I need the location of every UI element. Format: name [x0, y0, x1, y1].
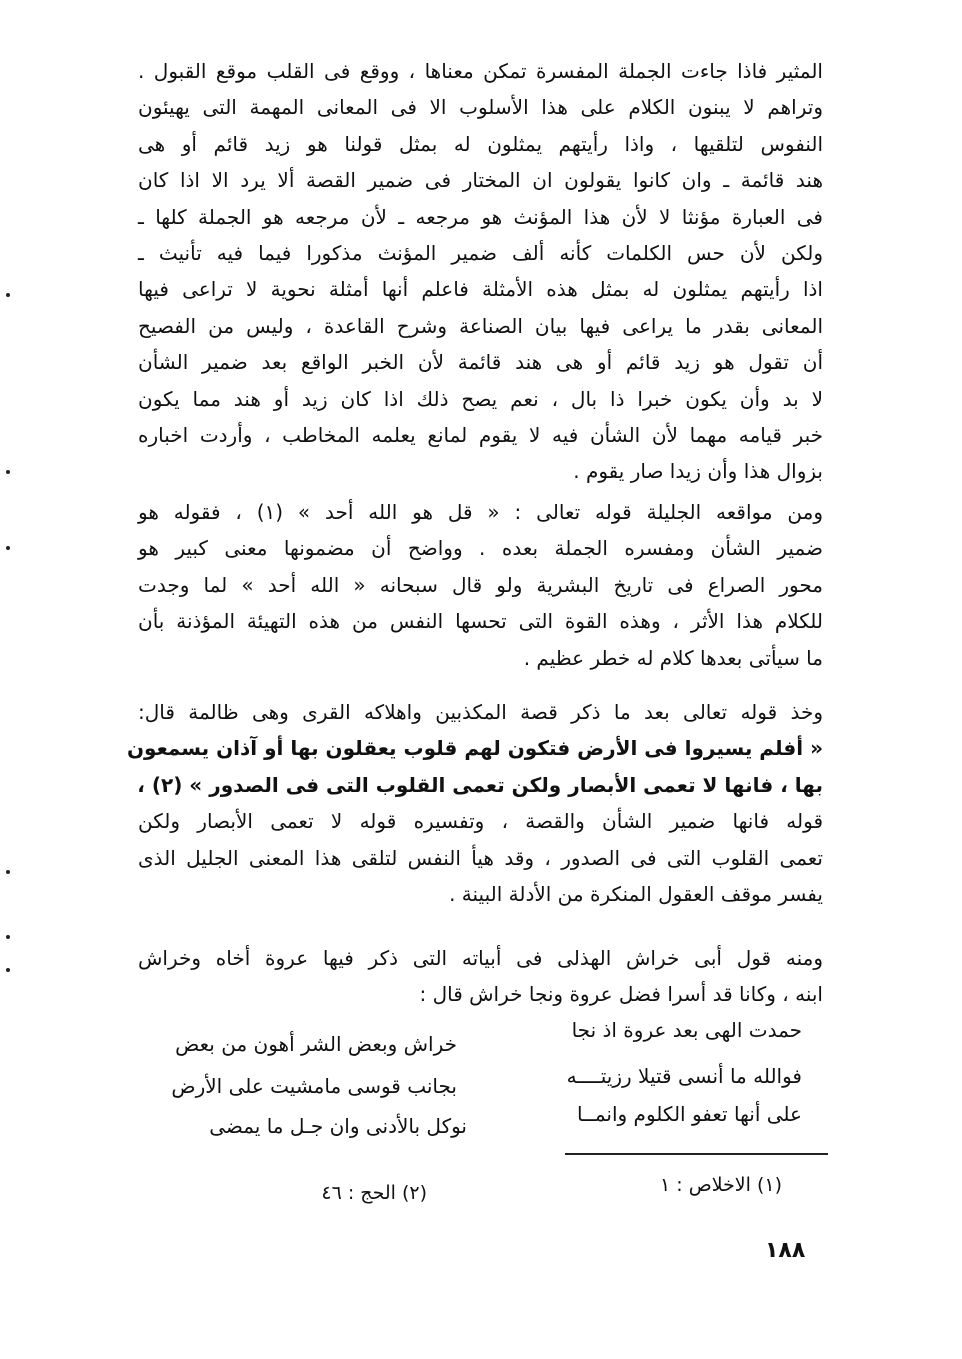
verse-1-first-hemistich: حمدت الهى بعد عروة اذ نجا: [571, 1018, 802, 1042]
p3-line: وخذ قوله تعالى بعد ما ذكر قصة المكذبين واهلاكه القرى وهى ظالمة قال:: [138, 700, 823, 724]
footnote-2: (٢) الحج : ٤٦: [321, 1182, 427, 1204]
footnote-separator: [565, 1153, 828, 1155]
scan-speck: [6, 870, 10, 874]
p1-line: خبر قيامه مهما لأن الشأن فيه لا يقوم لمانع يعلمه المخاطب ، وأردت اخباره: [138, 423, 823, 448]
p2-line: محور الصراع فى تاريخ البشرية ولو قال سبحانه « الله أحد » لما وجدت: [138, 572, 823, 597]
verse-3-first-hemistich: على أنها تعفو الكلوم وانمــا: [577, 1102, 802, 1126]
p1-line: هند قائمة ـ وان كانوا يقولون ان المختار فى ضمير القصة ألا يرد الا اذا كان: [138, 168, 823, 193]
scan-speck: [6, 470, 10, 474]
p1-line: النفوس لتلقيها ، واذا رأيتهم يمثلون له بمثل قولنا هو زيد قائم أو هى: [138, 131, 823, 156]
verse-2-first-hemistich: فوالله ما أنسى قتيلا رزيتــــه: [566, 1064, 802, 1088]
p1-line: لا بد وأن يكون خبرا ذا بال ، نعم يصح ذلك اذا كان زيد أو هند مما يكون: [138, 386, 823, 411]
p1-line: ولكن لأن حس الكلمات كأنه ألف ضمير المؤنث مذكورا فيما فيه تأنيث ـ: [138, 241, 823, 266]
scan-speck: [6, 935, 10, 939]
p3-line: تعمى القلوب التى فى الصدور ، وقد هيأ النفس لتلقى هذا المعنى الجليل الذى: [138, 845, 823, 870]
scan-speck: [6, 968, 10, 972]
paragraph-2: [138, 494, 823, 676]
p1-line: اذا رأيتهم يمثلون له بمثل هذه الأمثلة فاعلم أنها أمثلة نحوية لا تراعى فيها: [138, 277, 823, 302]
verse-2-second-hemistich: بجانب قوسى مامشيت على الأرض: [171, 1074, 457, 1098]
p2-line: ما سيأتى بعدها كلام له خطر عظيم .: [523, 645, 823, 670]
p3-line: « أفلم يسيروا فى الأرض فتكون لهم قلوب يعقلون بها أو آذان يسمعون: [126, 736, 823, 761]
paragraph-3: [126, 694, 823, 912]
verse-1-second-hemistich: خراش وبعض الشر أهون من بعض: [175, 1032, 457, 1056]
p2-line: ومن مواقعه الجليلة قوله تعالى : « قل هو الله أحد » (١) ، فقوله هو: [138, 500, 823, 524]
paragraph-1: [138, 53, 823, 490]
paragraph-4: [138, 940, 823, 1013]
p2-line: ضمير الشأن ومفسره الجملة بعده . وواضح أن مضمونها معنى كبير هو: [138, 536, 823, 561]
p3-line: بها ، فانها لا تعمى الأبصار ولكن تعمى القلوب التى فى الصدور » (٢) ،: [137, 772, 823, 797]
p1-line: وتراهم لا يبنون الكلام على هذا الأسلوب الا فى المعانى المهمة التى يهيئون: [138, 95, 823, 120]
p1-line: المثير فاذا جاءت الجملة المفسرة تمكن معناها ، ووقع فى القلب موقع القبول .: [138, 59, 823, 83]
p4-line: ابنه ، وكانا قد أسرا فضل عروة ونجا خراش قال :: [419, 982, 823, 1007]
p4-line: ومنه قول أبى خراش الهذلى فى أبياته التى ذكر فيها عروة أخاه وخراش: [138, 946, 823, 970]
footnote-1: (١) الاخلاص : ١: [660, 1174, 782, 1196]
p3-line: قوله فانها ضمير الشأن والقصة ، وتفسيره قوله لا تعمى الأبصار ولكن: [138, 809, 823, 834]
p1-line: فى العبارة مؤنثا لا لأن هذا المؤنث هو مرجعه ـ لأن مرجعه هو الجملة كلها ـ: [138, 204, 823, 229]
p1-line: أن تقول هو زيد قائم أو هى هند قائمة لأن الخبر الواقع بعد ضمير الشأن: [138, 350, 823, 375]
p3-line: يفسر موقف العقول المنكرة من الأدلة البينة .: [449, 882, 823, 907]
scan-speck: [6, 293, 10, 297]
p1-line: المعانى بقدر ما يراعى فيها بيان الصناعة وشرح القاعدة ، وليس من الفصيح: [138, 313, 823, 338]
scan-speck: [6, 546, 10, 550]
p2-line: للكلام هذا الأثر ، وهذه القوة التى تحسها النفس من هذه التهيئة المؤذنة بأن: [138, 609, 823, 634]
verse-3-second-hemistich: نوكل بالأدنى وان جـل ما يمضى: [209, 1114, 467, 1138]
p1-line: بزوال هذا وأن زيدا صار يقوم .: [573, 459, 823, 484]
page-number: ١٨٨: [765, 1238, 806, 1263]
